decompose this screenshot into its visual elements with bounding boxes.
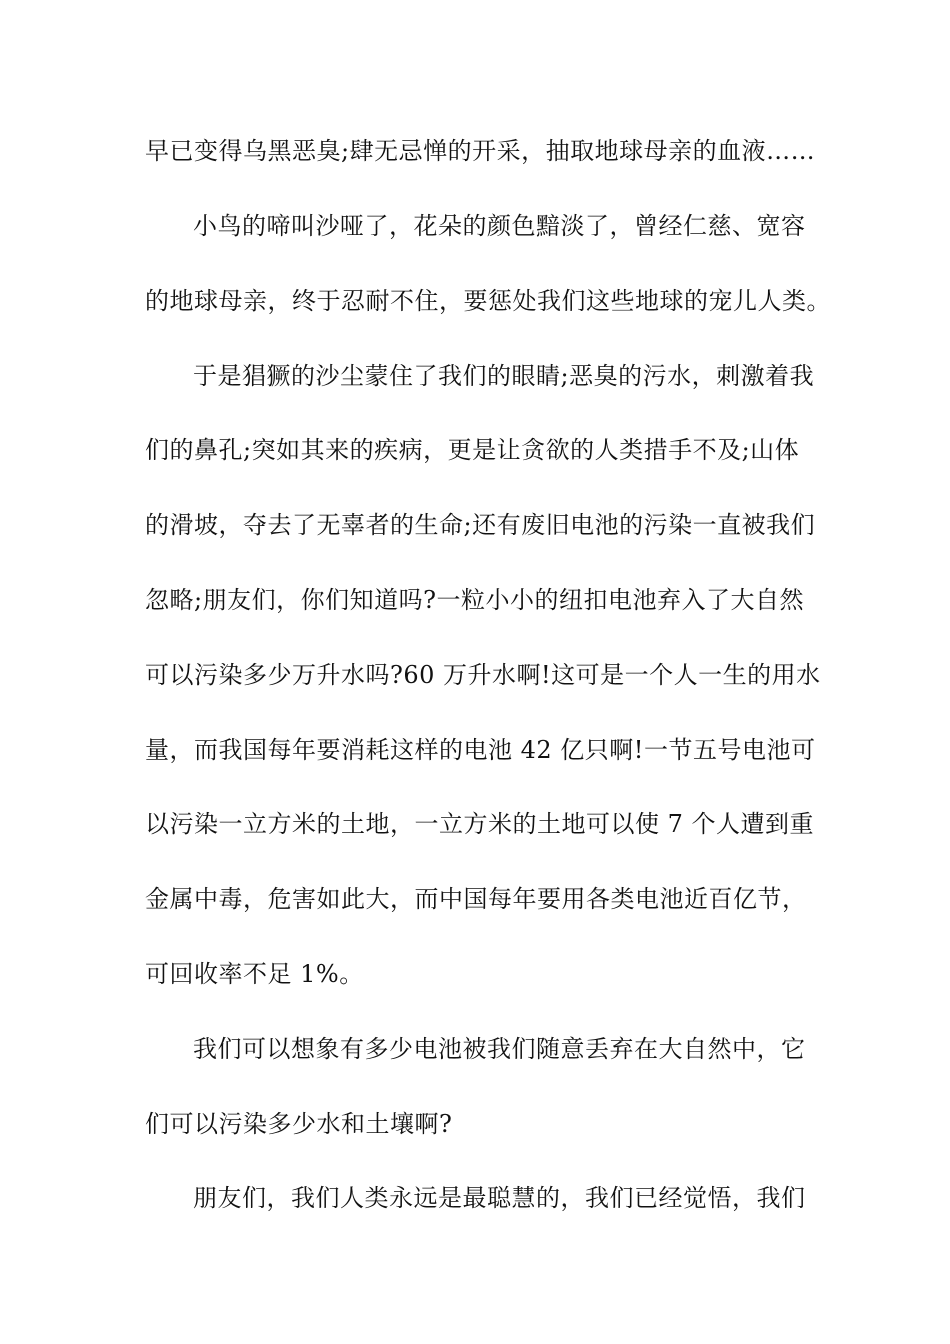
text-line: 的滑坡，夺去了无辜者的生命;还有废旧电池的污染一直被我们: [145, 511, 816, 539]
text-line: 金属中毒，危害如此大，而中国每年要用各类电池近百亿节，: [145, 885, 807, 913]
text-line: 可以污染多少万升水吗?60 万升水啊!这可是一个人一生的用水: [145, 661, 821, 689]
text-line: 们可以污染多少水和土壤啊?: [145, 1110, 453, 1138]
text-line: 们的鼻孔;突如其来的疾病，更是让贪欲的人类措手不及;山体: [145, 436, 800, 464]
paragraph-first-line: 小鸟的啼叫沙哑了，花朵的颜色黯淡了，曾经仁慈、宽容: [193, 212, 806, 240]
text-line: 的地球母亲，终于忍耐不住，要惩处我们这些地球的宠儿人类。: [145, 287, 831, 315]
text-line: 早已变得乌黑恶臭;肆无忌惮的开采，抽取地球母亲的血液……: [145, 137, 816, 165]
text-line: 以污染一立方米的土地，一立方米的土地可以使 7 个人遭到重: [145, 810, 815, 838]
paragraph-first-line: 于是猖獗的沙尘蒙住了我们的眼睛;恶臭的污水，刺激着我: [193, 362, 815, 390]
text-line: 忽略;朋友们，你们知道吗?一粒小小的纽扣电池弃入了大自然: [145, 586, 804, 614]
paragraph-first-line: 我们可以想象有多少电池被我们随意丢弃在大自然中，它: [193, 1035, 806, 1063]
paragraph-first-line: 朋友们，我们人类永远是最聪慧的，我们已经觉悟，我们: [193, 1184, 806, 1212]
text-line: 量，而我国每年要消耗这样的电池 42 亿只啊!一节五号电池可: [145, 736, 816, 764]
text-line: 可回收率不足 1%。: [145, 960, 364, 988]
